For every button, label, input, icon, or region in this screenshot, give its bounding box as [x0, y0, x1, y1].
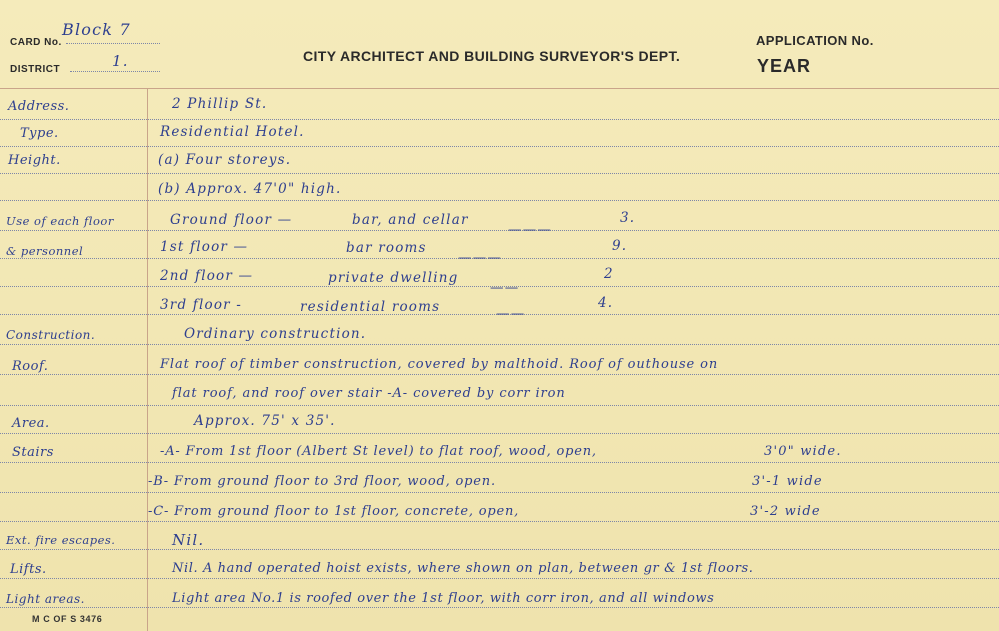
address-value: 2 Phillip St.	[172, 96, 268, 112]
label-lifts: Lifts.	[10, 562, 47, 577]
height-b-value: (b) Approx. 47'0" high.	[158, 181, 342, 197]
ruled-line	[0, 119, 999, 120]
ruled-line	[0, 549, 999, 550]
district-label: DISTRICT	[10, 64, 61, 75]
label-light-areas: Light areas.	[6, 592, 85, 606]
department-title: CITY ARCHITECT AND BUILDING SURVEYOR'S DEPT.	[303, 48, 681, 64]
district-rule	[70, 71, 160, 72]
stair-b-text: -B- From ground floor to 3rd floor, wood, open.	[148, 474, 496, 489]
ruled-line	[0, 344, 999, 345]
use-count-3: 4.	[598, 295, 614, 311]
fire-escapes-value: Nil.	[172, 531, 205, 549]
lifts-value: Nil. A hand operated hoist exists, where shown on plan, between gr & 1st floors.	[172, 561, 754, 576]
label-height: Height.	[8, 153, 61, 168]
label-construction: Construction.	[6, 328, 96, 342]
use-dash-2: ——	[490, 280, 520, 296]
height-a-value: (a) Four storeys.	[158, 152, 292, 168]
use-dash-3: ——	[496, 306, 526, 322]
stair-a-text: -A- From 1st floor (Albert St level) to flat roof, wood, open,	[160, 444, 597, 459]
ruled-line	[0, 405, 999, 406]
use-count-2: 2	[604, 266, 614, 282]
use-dash-0: ———	[508, 222, 553, 238]
ruled-line	[0, 146, 999, 147]
use-desc-1: bar rooms	[346, 240, 427, 256]
use-floor-2: 2nd floor —	[160, 268, 254, 284]
roof-line-1: Flat roof of timber construction, covered by malthoid. Roof of outhouse on	[160, 357, 719, 372]
area-value: Approx. 75' x 35'.	[194, 413, 336, 429]
ruled-line	[0, 492, 999, 493]
stair-a-width: 3'0" wide.	[764, 444, 842, 459]
label-stairs: Stairs	[12, 445, 54, 460]
use-floor-3: 3rd floor -	[160, 297, 243, 313]
ruled-line	[0, 607, 999, 608]
label-use-of-each-floor: Use of each floor	[6, 214, 114, 228]
ruled-line	[0, 173, 999, 174]
district-value: 1.	[112, 52, 129, 70]
header-divider	[0, 88, 999, 89]
light-areas-value: Light area No.1 is roofed over the 1st floor, with corr iron, and all windows	[172, 591, 715, 606]
label-type: Type.	[20, 126, 59, 141]
ruled-line	[0, 521, 999, 522]
ruled-line	[0, 200, 999, 201]
label-area: Area.	[12, 416, 50, 431]
ruled-line	[0, 374, 999, 375]
use-desc-0: bar, and cellar	[352, 212, 469, 228]
application-label: APPLICATION No.	[756, 33, 874, 48]
ruled-line	[0, 462, 999, 463]
use-count-0: 3.	[620, 210, 636, 226]
use-floor-1: 1st floor —	[160, 239, 249, 255]
ruled-line	[0, 230, 999, 231]
use-desc-3: residential rooms	[300, 299, 441, 315]
card-no-label: CARD No.	[10, 37, 62, 48]
use-dash-1: ———	[458, 250, 503, 266]
ruled-line	[0, 433, 999, 434]
use-count-1: 9.	[612, 238, 628, 254]
label-roof: Roof.	[12, 359, 49, 374]
form-number: M C OF S 3476	[32, 614, 103, 624]
type-value: Residential Hotel.	[160, 124, 305, 140]
label-fire-escapes: Ext. fire escapes.	[6, 533, 116, 547]
use-floor-0: Ground floor —	[170, 212, 293, 228]
card-no-rule	[66, 43, 160, 44]
label-address: Address.	[8, 99, 70, 114]
year-label: YEAR	[757, 56, 812, 76]
label-personnel: & personnel	[6, 244, 84, 258]
ruled-line	[0, 578, 999, 579]
card-no-value: Block 7	[62, 20, 131, 39]
construction-value: Ordinary construction.	[184, 326, 367, 342]
stair-b-width: 3'-1 wide	[752, 474, 823, 489]
stair-c-text: -C- From ground floor to 1st floor, concrete, open,	[148, 504, 520, 519]
use-desc-2: private dwelling	[328, 270, 459, 286]
roof-line-2: flat roof, and roof over stair -A- covered by corr iron	[172, 386, 566, 401]
stair-c-width: 3'-2 wide	[750, 504, 821, 519]
